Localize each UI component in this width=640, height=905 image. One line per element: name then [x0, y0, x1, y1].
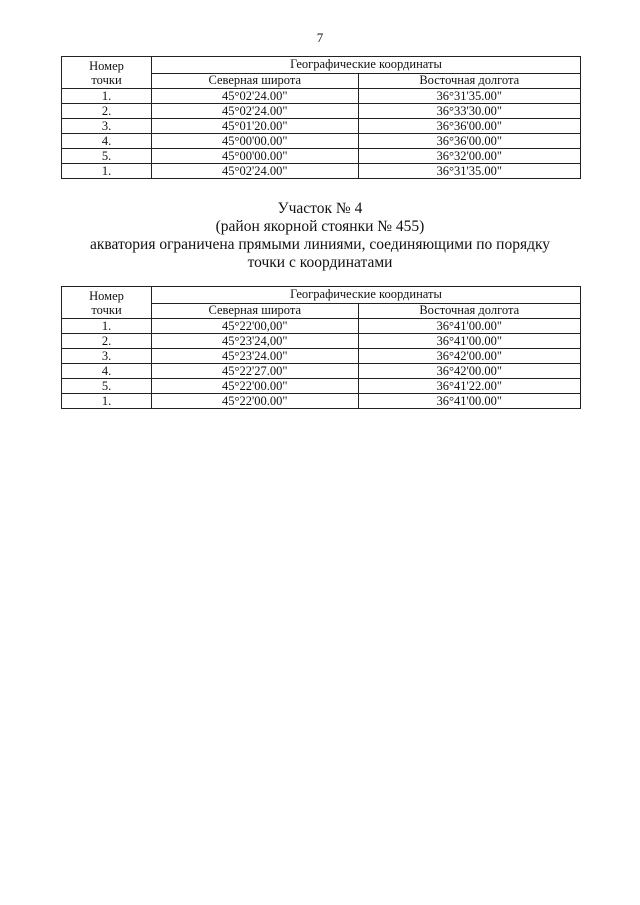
- section-title: Участок № 4: [277, 200, 363, 217]
- header-north-lat: Северная широта: [152, 303, 359, 319]
- coordinates-table-2: [61, 286, 581, 409]
- table-header-row: [62, 57, 581, 74]
- table-row: [62, 119, 581, 134]
- table-row: [62, 349, 581, 364]
- east-long-cell: 36°42'00.00": [358, 364, 580, 379]
- point-number-cell: 3.: [62, 349, 152, 364]
- table-row: [62, 104, 581, 119]
- header-north-lat: Северная широта: [152, 73, 359, 89]
- table-row: [62, 149, 581, 164]
- table-row: [62, 164, 581, 179]
- point-number-cell: 4.: [62, 364, 152, 379]
- header-geo-coords: Географические координаты: [152, 287, 581, 304]
- point-number-cell: 4.: [62, 134, 152, 149]
- east-long-cell: 36°36'00.00": [358, 119, 580, 134]
- table-row: [62, 394, 581, 409]
- north-lat-cell: 45°22'00.00": [152, 394, 359, 409]
- north-lat-cell: 45°02'24.00": [152, 104, 359, 119]
- point-number-cell: 5.: [62, 149, 152, 164]
- table-row: [62, 319, 581, 334]
- table-row: [62, 364, 581, 379]
- east-long-cell: 36°41'22.00": [358, 379, 580, 394]
- section-heading: [0, 200, 640, 272]
- east-long-cell: 36°33'30.00": [358, 104, 580, 119]
- table-row: [62, 379, 581, 394]
- point-number-cell: 1.: [62, 164, 152, 179]
- table-subheader-row: [62, 73, 581, 89]
- coordinates-table-1: [61, 56, 581, 179]
- north-lat-cell: 45°22'27.00": [152, 364, 359, 379]
- north-lat-cell: 45°02'24.00": [152, 164, 359, 179]
- east-long-cell: 36°36'00.00": [358, 134, 580, 149]
- header-point-number: Номер: [62, 57, 152, 74]
- page-number: 7: [316, 30, 324, 45]
- point-number-cell: 2.: [62, 334, 152, 349]
- point-number-cell: 1.: [62, 319, 152, 334]
- east-long-cell: 36°41'00.00": [358, 319, 580, 334]
- table-header-row: [62, 287, 581, 304]
- point-number-cell: 2.: [62, 104, 152, 119]
- table-1-body: [62, 57, 581, 179]
- section-description-line1: акватория ограничена прямыми линиями, соединяющими по порядку: [89, 236, 551, 253]
- east-long-cell: 36°41'00.00": [358, 394, 580, 409]
- east-long-cell: 36°31'35.00": [358, 164, 580, 179]
- east-long-cell: 36°42'00.00": [358, 349, 580, 364]
- header-point-number: Номер: [62, 287, 152, 304]
- north-lat-cell: 45°01'20.00": [152, 119, 359, 134]
- header-geo-coords: Географические координаты: [152, 57, 581, 74]
- point-number-cell: 5.: [62, 379, 152, 394]
- east-long-cell: 36°41'00.00": [358, 334, 580, 349]
- table-row: [62, 334, 581, 349]
- point-number-cell: 1.: [62, 89, 152, 104]
- table-row: [62, 89, 581, 104]
- north-lat-cell: 45°22'00.00": [152, 379, 359, 394]
- section-subtitle: (район якорной стоянки № 455): [215, 218, 425, 235]
- section-description-line2: точки с координатами: [247, 254, 393, 271]
- header-east-long: Восточная долгота: [358, 303, 580, 319]
- north-lat-cell: 45°23'24,00": [152, 334, 359, 349]
- north-lat-cell: 45°02'24.00": [152, 89, 359, 104]
- table-2-body: [62, 287, 581, 409]
- north-lat-cell: 45°22'00,00": [152, 319, 359, 334]
- point-number-cell: 3.: [62, 119, 152, 134]
- header-east-long: Восточная долгота: [358, 73, 580, 89]
- table-row: [62, 134, 581, 149]
- north-lat-cell: 45°23'24.00": [152, 349, 359, 364]
- header-point-number-line2: точки: [62, 303, 152, 319]
- point-number-cell: 1.: [62, 394, 152, 409]
- north-lat-cell: 45°00'00.00": [152, 134, 359, 149]
- header-point-number-line2: точки: [62, 73, 152, 89]
- north-lat-cell: 45°00'00.00": [152, 149, 359, 164]
- east-long-cell: 36°31'35.00": [358, 89, 580, 104]
- east-long-cell: 36°32'00.00": [358, 149, 580, 164]
- table-subheader-row: [62, 303, 581, 319]
